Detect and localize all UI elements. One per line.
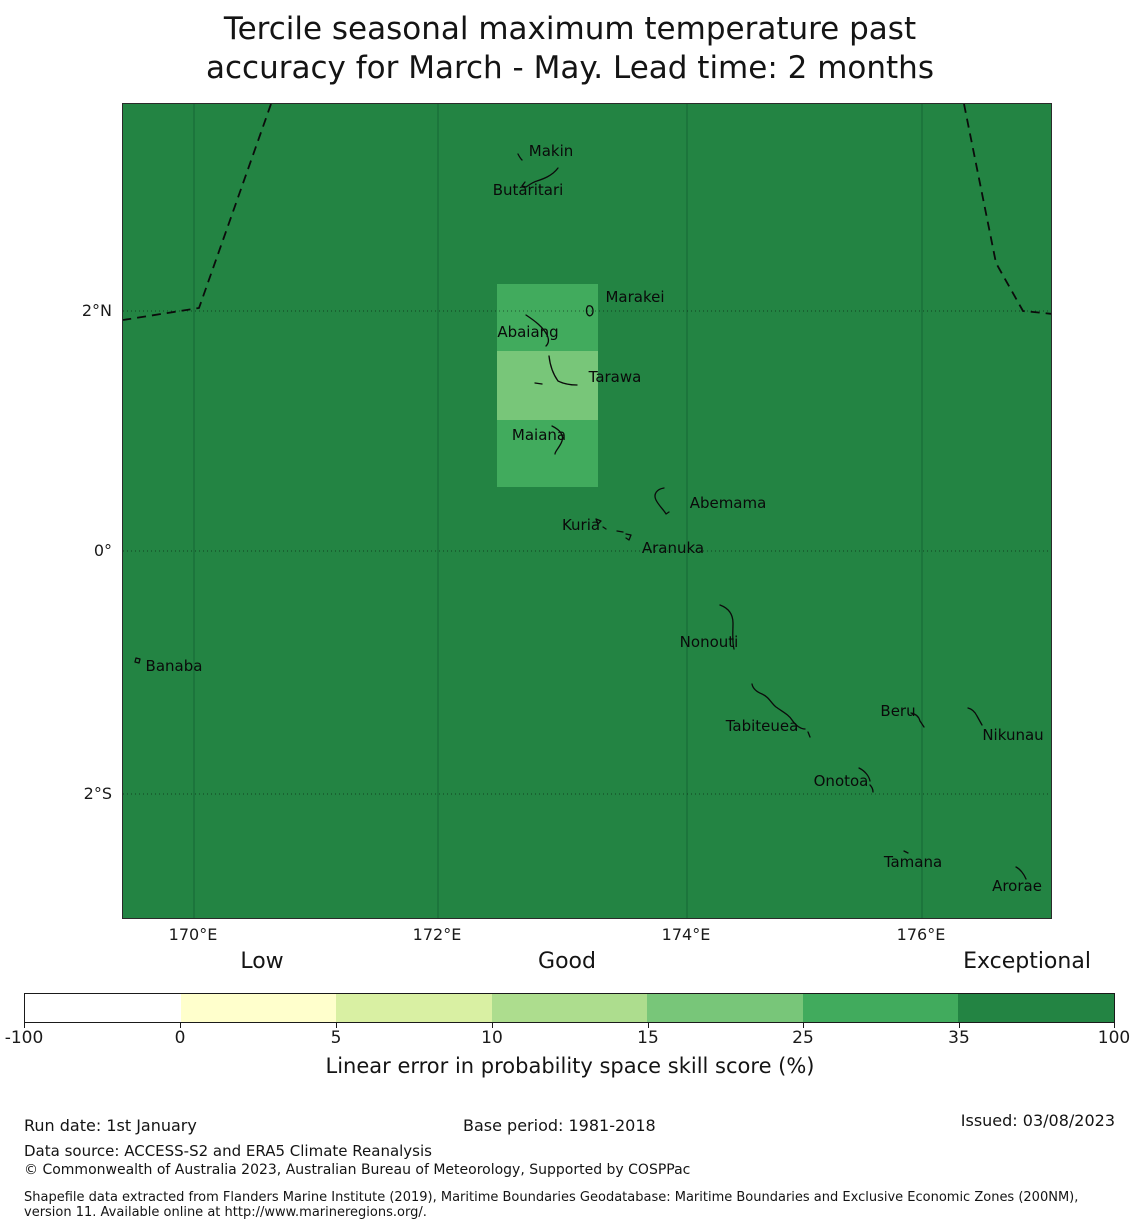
meridian-gridlines: [194, 104, 922, 919]
map-canvas: [122, 103, 1052, 919]
title-line-1: Tercile seasonal maximum temperature past: [223, 11, 917, 47]
run-date-text: Run date: 1st January: [24, 1116, 197, 1135]
island-label-tabiteuea: Tabiteuea: [725, 717, 799, 735]
island-shape-tarawa: [535, 356, 577, 385]
island-label-butaritari: Butaritari: [492, 181, 564, 199]
colorbar-segment-25-35: [803, 994, 959, 1022]
colorbar-tick-neg100: -100: [4, 1028, 44, 1048]
island-label-marakei: Marakei: [605, 288, 665, 306]
colorbar-segment-5-10: [336, 994, 492, 1022]
colorbar-segment-0-5: [181, 994, 337, 1022]
scale-label-low: Low: [240, 949, 284, 974]
island-shape-abemama: [655, 488, 669, 514]
island-label-aranuka: Aranuka: [641, 539, 705, 557]
y-tick-2s: 2°S: [83, 784, 112, 803]
colorbar-tick-100: 100: [1097, 1028, 1131, 1048]
copyright-text: © Commonwealth of Australia 2023, Australian Bureau of Meteorology, Supported by COSPPac: [24, 1162, 691, 1178]
island-shape-makin: [518, 154, 522, 160]
island-label-nonouti: Nonouti: [679, 633, 739, 651]
colorbar-tick-15: 15: [637, 1028, 659, 1048]
colorbar-tick-10: 10: [481, 1028, 503, 1048]
title-line-2: accuracy for March - May. Lead time: 2 months: [206, 50, 934, 86]
island-label-beru: Beru: [880, 702, 916, 720]
island-label-abaiang: Abaiang: [497, 323, 559, 341]
colorbar-segment-neg100-0: [25, 994, 181, 1022]
island-shape-banaba: [135, 658, 140, 663]
island-label-nikunau: Nikunau: [982, 726, 1044, 744]
island-label-makin: Makin: [528, 142, 574, 160]
island-shape-nikunau: [968, 708, 982, 725]
island-label-tarawa: Tarawa: [588, 368, 642, 386]
x-tick-172e: 172°E: [412, 925, 462, 944]
island-label-kuria: Kuria: [561, 516, 601, 534]
colorbar-tick-5: 5: [330, 1028, 342, 1048]
colorbar-axis-label: Linear error in probability space skill score (%): [325, 1054, 815, 1078]
island-label-banaba: Banaba: [145, 657, 203, 675]
island-shape-aranuka: [617, 531, 631, 540]
island-label-arorae: Arorae: [992, 877, 1042, 895]
base-period-text: Base period: 1981-2018: [463, 1116, 656, 1135]
y-tick-0: 0°: [93, 541, 112, 560]
x-tick-176e: 176°E: [896, 925, 946, 944]
scale-label-exceptional: Exceptional: [963, 949, 1091, 974]
colorbar-tick-25: 25: [792, 1028, 814, 1048]
island-label-tamana: Tamana: [883, 853, 943, 871]
parallel-gridlines: [123, 311, 1052, 794]
colorbar: [24, 993, 1115, 1023]
page-title: [0, 10, 1140, 88]
island-label-onotoa: Onotoa: [813, 772, 869, 790]
data-source-text: Data source: ACCESS-S2 and ERA5 Climate Reanalysis: [24, 1142, 432, 1160]
colorbar-segment-10-15: [492, 994, 648, 1022]
y-tick-2n: 2°N: [81, 301, 112, 320]
colorbar-tick-0: 0: [174, 1028, 186, 1048]
issued-date-text: Issued: 03/08/2023: [960, 1111, 1115, 1130]
map-overlay-graphics: [123, 104, 1052, 919]
island-label-abemama: Abemama: [689, 494, 767, 512]
colorbar-segment-15-25: [647, 994, 803, 1022]
shapefile-note-text: Shapefile data extracted from Flanders Marine Institute (2019), Maritime Boundaries Geodatabase: Maritime Boundaries and Exclusive Economic Zones (200NM), version 11. Available online at http://www.marineregions.org/.: [24, 1190, 1079, 1220]
colorbar-tick-35: 35: [948, 1028, 970, 1048]
eez-boundary-line: [123, 104, 1052, 320]
island-label-maiana: Maiana: [511, 426, 567, 444]
scale-label-good: Good: [538, 949, 596, 974]
colorbar-segment-35-100: [958, 994, 1114, 1022]
x-tick-170e: 170°E: [168, 925, 218, 944]
x-tick-174e: 174°E: [661, 925, 711, 944]
